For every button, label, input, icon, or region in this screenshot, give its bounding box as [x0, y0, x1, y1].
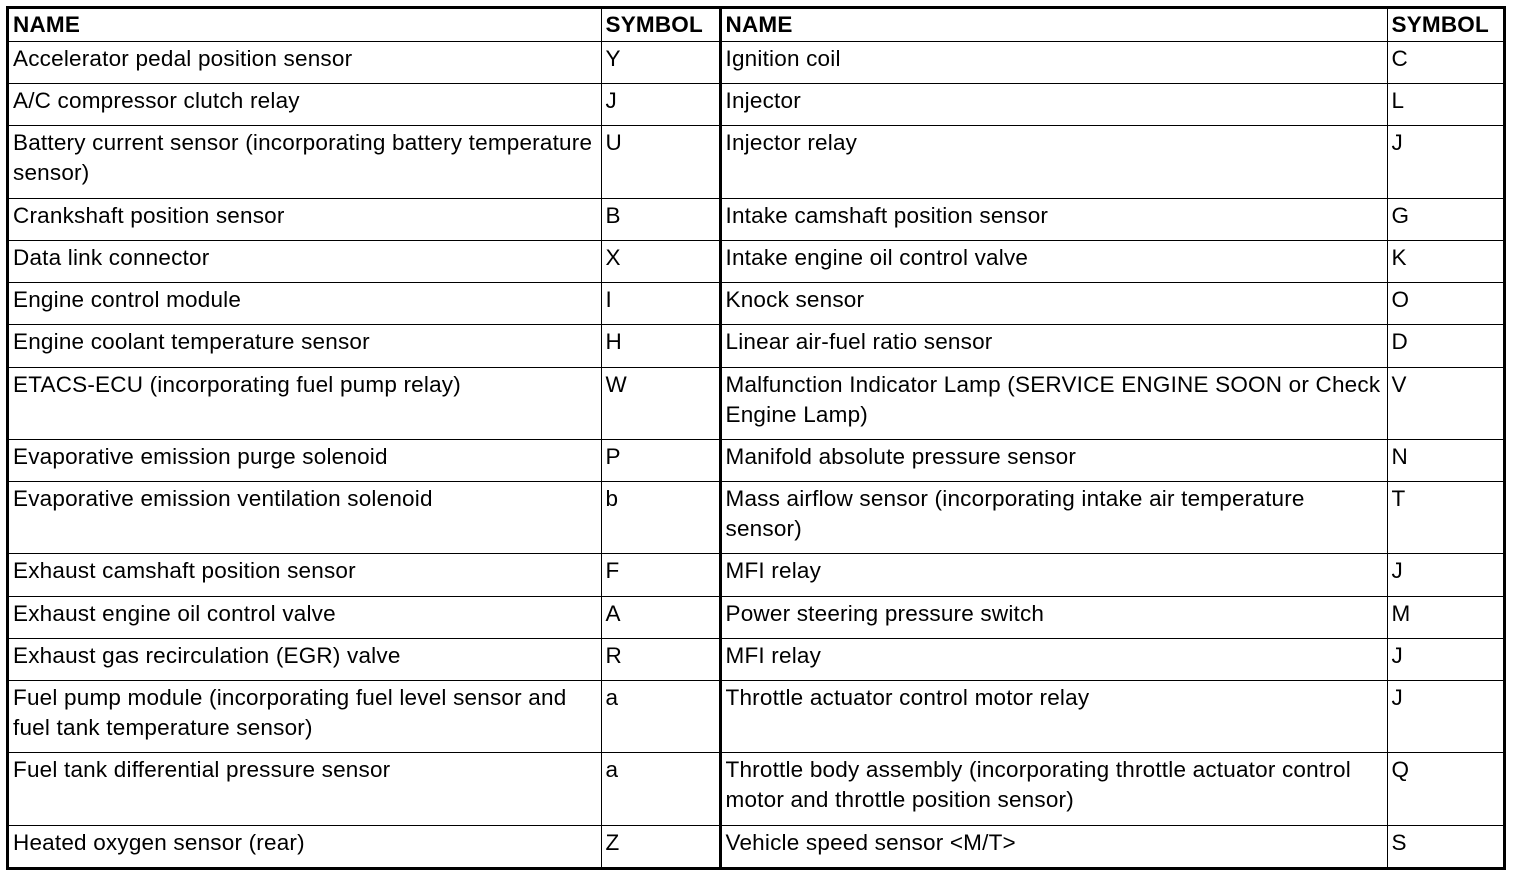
right-component-name: Malfunction Indicator Lamp (SERVICE ENGINE SOON or Check Engine Lamp): [720, 367, 1387, 439]
table-row: [9, 681, 1503, 753]
right-component-symbol: J: [1387, 681, 1503, 753]
right-component-name: Vehicle speed sensor <M/T>: [720, 825, 1387, 867]
right-component-symbol: K: [1387, 240, 1503, 282]
right-component-name: Injector: [720, 84, 1387, 126]
table-row: [9, 367, 1503, 439]
left-component-symbol: A: [601, 596, 720, 638]
left-component-name: Fuel tank differential pressure sensor: [9, 753, 601, 825]
right-component-symbol: J: [1387, 554, 1503, 596]
right-component-name: Manifold absolute pressure sensor: [720, 439, 1387, 481]
left-component-name: Exhaust gas recirculation (EGR) valve: [9, 638, 601, 680]
right-component-name: Intake engine oil control valve: [720, 240, 1387, 282]
component-reference-table-frame: [6, 6, 1506, 870]
left-component-symbol: W: [601, 367, 720, 439]
left-component-name: ETACS-ECU (incorporating fuel pump relay): [9, 367, 601, 439]
table-row: [9, 42, 1503, 84]
left-component-name: Evaporative emission purge solenoid: [9, 439, 601, 481]
left-component-symbol: X: [601, 240, 720, 282]
left-component-name: Evaporative emission ventilation solenoid: [9, 482, 601, 554]
table-row: [9, 825, 1503, 867]
right-component-symbol: O: [1387, 283, 1503, 325]
left-component-name: Battery current sensor (incorporating battery temperature sensor): [9, 126, 601, 198]
right-component-symbol: L: [1387, 84, 1503, 126]
left-component-symbol: U: [601, 126, 720, 198]
left-component-name: Engine coolant temperature sensor: [9, 325, 601, 367]
left-component-symbol: B: [601, 198, 720, 240]
right-component-name: Throttle body assembly (incorporating throttle actuator control motor and throttle position sensor): [720, 753, 1387, 825]
right-component-symbol: G: [1387, 198, 1503, 240]
right-component-symbol: D: [1387, 325, 1503, 367]
left-component-symbol: I: [601, 283, 720, 325]
right-component-name: Linear air-fuel ratio sensor: [720, 325, 1387, 367]
left-component-name: Exhaust camshaft position sensor: [9, 554, 601, 596]
right-component-name: Power steering pressure switch: [720, 596, 1387, 638]
right-component-name: Knock sensor: [720, 283, 1387, 325]
right-component-symbol: V: [1387, 367, 1503, 439]
column-header-symbol-right: SYMBOL: [1387, 9, 1503, 42]
right-component-name: Injector relay: [720, 126, 1387, 198]
table-row: [9, 482, 1503, 554]
column-header-name-left: NAME: [9, 9, 601, 42]
left-component-name: Accelerator pedal position sensor: [9, 42, 601, 84]
right-component-name: Intake camshaft position sensor: [720, 198, 1387, 240]
right-component-name: Ignition coil: [720, 42, 1387, 84]
left-component-symbol: b: [601, 482, 720, 554]
right-component-name: Mass airflow sensor (incorporating intake air temperature sensor): [720, 482, 1387, 554]
table-row: [9, 283, 1503, 325]
table-row: [9, 638, 1503, 680]
table-row: [9, 596, 1503, 638]
left-component-symbol: J: [601, 84, 720, 126]
left-component-name: Engine control module: [9, 283, 601, 325]
right-component-name: MFI relay: [720, 638, 1387, 680]
column-header-symbol-left: SYMBOL: [601, 9, 720, 42]
left-component-name: Data link connector: [9, 240, 601, 282]
right-component-symbol: M: [1387, 596, 1503, 638]
left-component-symbol: Z: [601, 825, 720, 867]
header-row: [9, 9, 1503, 42]
left-component-name: Heated oxygen sensor (rear): [9, 825, 601, 867]
right-component-symbol: N: [1387, 439, 1503, 481]
right-component-symbol: Q: [1387, 753, 1503, 825]
left-component-symbol: a: [601, 753, 720, 825]
right-component-name: Throttle actuator control motor relay: [720, 681, 1387, 753]
left-component-symbol: a: [601, 681, 720, 753]
right-component-symbol: J: [1387, 638, 1503, 680]
left-component-name: Crankshaft position sensor: [9, 198, 601, 240]
table-row: [9, 126, 1503, 198]
table-row: [9, 439, 1503, 481]
component-reference-table: [9, 9, 1503, 867]
table-row: [9, 554, 1503, 596]
table-row: [9, 753, 1503, 825]
left-component-symbol: P: [601, 439, 720, 481]
left-component-name: Fuel pump module (incorporating fuel level sensor and fuel tank temperature sensor): [9, 681, 601, 753]
table-row: [9, 240, 1503, 282]
right-component-symbol: T: [1387, 482, 1503, 554]
left-component-symbol: Y: [601, 42, 720, 84]
right-component-symbol: C: [1387, 42, 1503, 84]
right-component-symbol: J: [1387, 126, 1503, 198]
table-row: [9, 84, 1503, 126]
left-component-symbol: H: [601, 325, 720, 367]
left-component-symbol: R: [601, 638, 720, 680]
right-component-symbol: S: [1387, 825, 1503, 867]
left-component-name: A/C compressor clutch relay: [9, 84, 601, 126]
table-row: [9, 198, 1503, 240]
left-component-symbol: F: [601, 554, 720, 596]
left-component-name: Exhaust engine oil control valve: [9, 596, 601, 638]
right-component-name: MFI relay: [720, 554, 1387, 596]
table-row: [9, 325, 1503, 367]
column-header-name-right: NAME: [720, 9, 1387, 42]
